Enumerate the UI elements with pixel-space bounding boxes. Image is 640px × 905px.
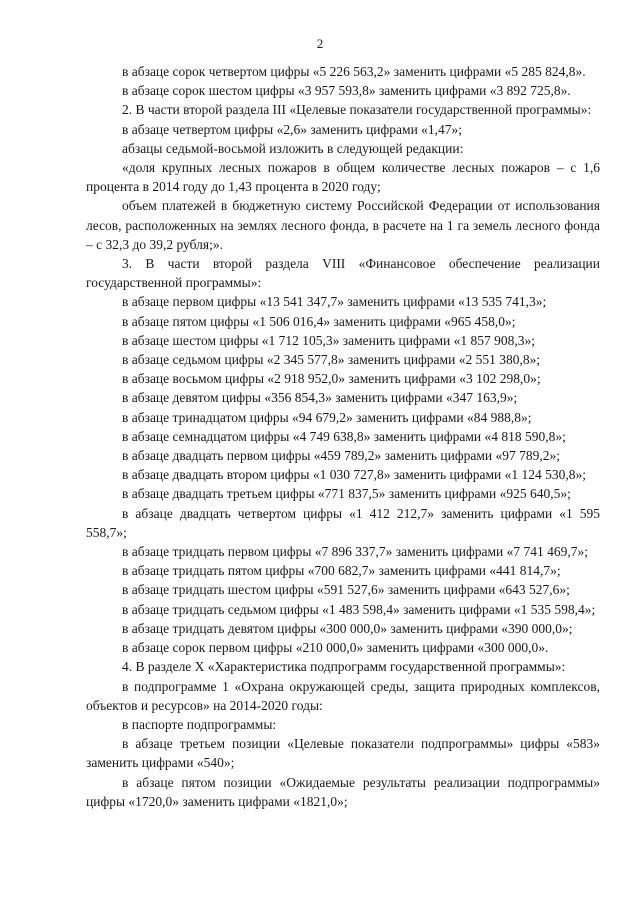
paragraph: в абзаце тридцать девятом цифры «300 000,0» заменить цифрами «390 000,0»; [122, 620, 573, 636]
paragraph: 2. В части второй раздела III «Целевые показатели государственной программы»: [122, 102, 592, 118]
paragraph: в абзаце шестом цифры «1 712 105,3» заменить цифрами «1 857 908,3»; [122, 332, 535, 348]
paragraph: в абзаце сорок четвертом цифры «5 226 563,2» заменить цифрами «5 285 824,8». [122, 64, 586, 79]
paragraph: в абзаце тридцать шестом цифры «591 527,6» заменить цифрами «643 527,6»; [122, 582, 570, 598]
paragraph: в абзаце тридцать пятом цифры «700 682,7» заменить цифрами «441 814,7»; [122, 563, 561, 579]
paragraph: в абзаце семнадцатом цифры «4 749 638,8» заменить цифрами «4 818 590,8»; [122, 428, 566, 444]
paragraph: абзацы седьмой-восьмой изложить в следующей редакции: [122, 140, 464, 156]
document-body [86, 62, 600, 811]
paragraph: в абзаце сорок первом цифры «210 000,0» заменить цифрами «300 000,0». [122, 640, 549, 656]
paragraph: в абзаце тридцать первом цифры «7 896 337,7» заменить цифрами «7 741 469,7»; [122, 544, 588, 560]
paragraph: в абзаце тридцать седьмом цифры «1 483 598,4» заменить цифрами «1 535 598,4»; [122, 601, 596, 617]
paragraph: в абзаце третьем позиции «Целевые показатели подпрограммы» цифры «583» заменить цифрами «540»; [86, 736, 600, 771]
paragraph: в абзаце седьмом цифры «2 345 577,8» заменить цифрами «2 551 380,8»; [122, 352, 541, 368]
paragraph: в абзаце пятом позиции «Ожидаемые результаты реализации подпрограммы» цифры «1720,0» заменить цифрами «1821,0»; [86, 774, 600, 809]
paragraph: в абзаце четвертом цифры «2,6» заменить цифрами «1,47»; [122, 121, 463, 137]
paragraph: 3. В части второй раздела VIII «Финансовое обеспечение реализации государственной программы»: [86, 256, 600, 291]
paragraph: в абзаце пятом цифры «1 506 016,4» заменить цифрами «965 458,0»; [122, 313, 516, 329]
paragraph: в абзаце двадцать втором цифры «1 030 727,8» заменить цифрами «1 124 530,8»; [122, 467, 587, 483]
paragraph: «доля крупных лесных пожаров в общем количестве лесных пожаров – с 1,6 процента в 2014 году до 1,43 процента в 2020 году; [86, 160, 600, 195]
paragraph: объем платежей в бюджетную систему Российской Федерации от использования лесов, расположенных на землях лесного фонда, в расчете на 1 га земель лесного фонда – с 32,3 до 39,2 рубля;». [86, 198, 600, 252]
paragraph: в абзаце двадцать третьем цифры «771 837,5» заменить цифрами «925 640,5»; [122, 486, 571, 502]
paragraph: в абзаце девятом цифры «356 854,3» заменить цифрами «347 163,9»; [122, 390, 518, 406]
paragraph: в абзаце двадцать первом цифры «459 789,2» заменить цифрами «97 789,2»; [122, 448, 560, 464]
paragraph: в абзаце сорок шестом цифры «3 957 593,8» заменить цифрами «3 892 725,8». [122, 83, 571, 99]
paragraph: в абзаце двадцать четвертом цифры «1 412 212,7» заменить цифрами «1 595 558,7»; [86, 505, 600, 540]
page-number: 2 [316, 36, 324, 51]
paragraph: в абзаце восьмом цифры «2 918 952,0» заменить цифрами «3 102 298,0»; [122, 371, 541, 387]
paragraph: в паспорте подпрограммы: [122, 716, 277, 732]
paragraph: 4. В разделе X «Характеристика подпрограмм государственной программы»: [122, 659, 566, 675]
paragraph: в абзаце первом цифры «13 541 347,7» заменить цифрами «13 535 741,3»; [122, 294, 547, 310]
paragraph: в подпрограмме 1 «Охрана окружающей среды, защита природных комплексов, объектов и ресурсов» на 2014-2020 годы: [86, 678, 600, 713]
paragraph: в абзаце тринадцатом цифры «94 679,2» заменить цифрами «84 988,8»; [122, 409, 532, 425]
